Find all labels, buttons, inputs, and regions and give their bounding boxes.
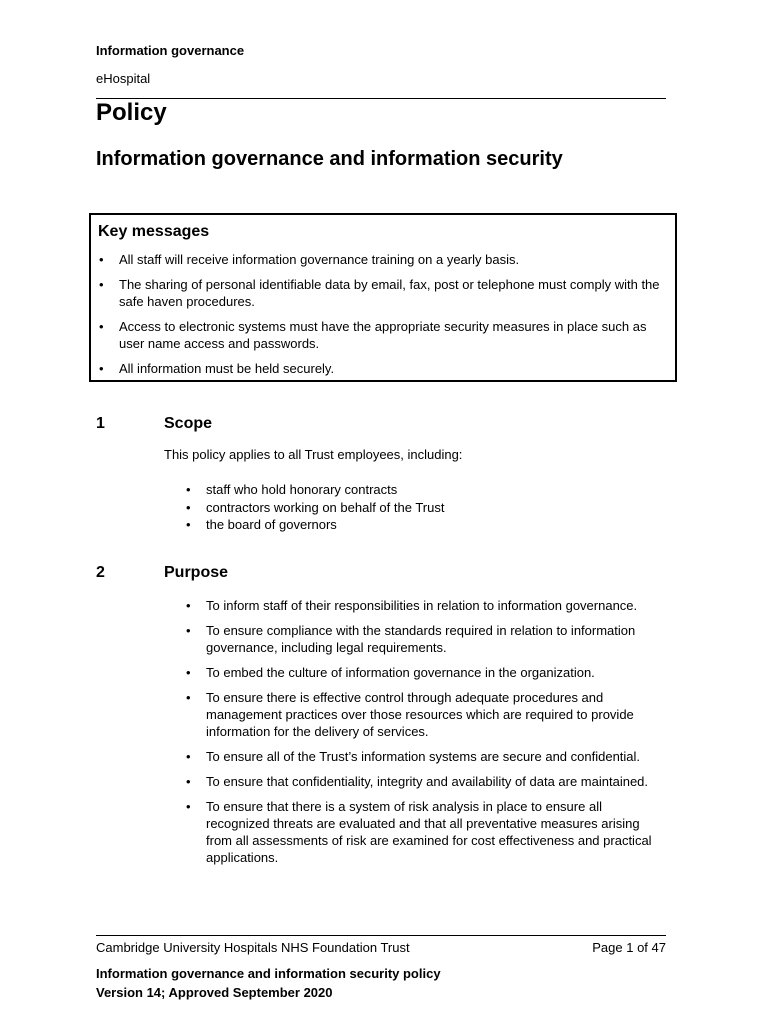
purpose-list-item: • To embed the culture of information governance in the organization. — [164, 664, 664, 681]
section-1-number: 1 — [96, 415, 105, 432]
purpose-list-item: • To ensure that there is a system of risk analysis in place to ensure all recognized threats are evaluated and that all preventative measures arising from all assessments of risk are examined for cost effectiveness and practical applications. — [164, 798, 664, 866]
footer-divider — [96, 935, 666, 936]
document-title: Information governance and information security — [96, 148, 563, 170]
purpose-list-item: • To inform staff of their responsibilities in relation to information governance. — [164, 597, 664, 614]
purpose-list — [164, 597, 664, 874]
section-1-intro: This policy applies to all Trust employees, including: — [164, 447, 463, 462]
key-message-item: • Access to electronic systems must have the appropriate security measures in place such as user name access and passwords. — [91, 318, 666, 352]
document-type-label: Policy — [96, 99, 167, 126]
section-2-title: Purpose — [164, 564, 229, 581]
purpose-list-item: • To ensure all of the Trust’s information systems are secure and confidential. — [164, 748, 664, 765]
footer-page-number: Page 1 of 47 — [592, 940, 666, 955]
purpose-list-item: • To ensure there is effective control through adequate procedures and management practices over those resources which are required to provide information for the delivery of services. — [164, 689, 664, 740]
header-divider — [96, 98, 666, 99]
scope-list-item: • contractors working on behalf of the Trust — [164, 499, 444, 517]
header-subcategory: eHospital — [96, 71, 151, 86]
scope-list-item: • staff who hold honorary contracts — [164, 481, 444, 499]
section-2-number: 2 — [96, 564, 105, 581]
key-message-item: • All staff will receive information governance training on a yearly basis. — [91, 251, 666, 268]
scope-list-item: • the board of governors — [164, 516, 444, 534]
scope-list — [164, 481, 444, 534]
key-message-item: • The sharing of personal identifiable data by email, fax, post or telephone must comply with the safe haven procedures. — [91, 276, 666, 310]
key-messages-box — [89, 213, 677, 382]
purpose-list-item: • To ensure compliance with the standards required in relation to information governance, including legal requirements. — [164, 622, 664, 656]
header-category: Information governance — [96, 43, 245, 58]
footer-organization: Cambridge University Hospitals NHS Foundation Trust — [96, 940, 410, 955]
key-messages-heading: Key messages — [98, 223, 210, 240]
key-message-item: • All information must be held securely. — [91, 360, 666, 377]
footer-version: Version 14; Approved September 2020 — [96, 985, 333, 1000]
footer-document-title: Information governance and information security policy — [96, 966, 441, 981]
purpose-list-item: • To ensure that confidentiality, integrity and availability of data are maintained. — [164, 773, 664, 790]
key-messages-list — [91, 251, 666, 385]
section-1-title: Scope — [164, 415, 213, 432]
